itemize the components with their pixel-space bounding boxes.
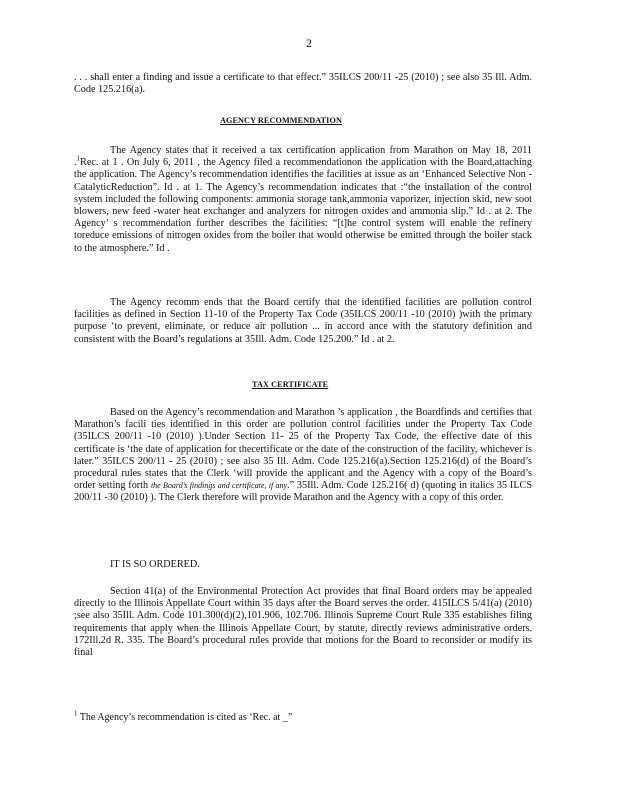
page-number: 2 <box>306 36 312 50</box>
heading-tax-certificate: TAX CERTIFICATE <box>252 380 329 389</box>
para-intro: . . . shall enter a finding and issue a certificate to that effect.” 35ILCS 200/11 -25 (2010) ; see also 35 Ill. Adm. Code 125.216(a). <box>74 72 532 96</box>
footnote <box>74 709 293 724</box>
para-tax-text-a: Based on the Agency’s recommendation and Marathon ’s application , the Boardfinds and certifies that Marathon’s facili ties identified in this order are pollution control facilities under the Property Tax Code (35ILCS 200/11 -10 (2010) ).Under Section 11- 25 of the Property Tax Code, the effective date of this certificate is ‘the date of application for thecertificate or the date of the construction of the facility, whichever is later.” 35ILCS 200/11 - 25 (2010) ; see also 35 Ill. Adm. Code 125.216(a).Section 125.216(d) of the Board’s procedural rules states that the Clerk ‘will provide the applicant and the Agency with a copy of the Board’s order setting forth <box>74 407 532 492</box>
heading-agency-recommendation: AGENCY RECOMMENDATION <box>220 116 342 125</box>
para-tax-text-b: .” 35Ill. Adm. Code 125.216( d) (quoting in italics 35 ILCS 200/11 -30 (2010) ). The Clerk therefore will provide Marathon and the Agency with a copy of this order. <box>74 480 533 504</box>
footnote-marker: 1 <box>76 154 81 163</box>
para-tax-certificate <box>74 407 532 505</box>
para-agency-1-text-a: The Agency states that it received a tax certification application from Marathon on May 18, 2011 . <box>74 145 532 169</box>
para-agency-recommendation-2: The Agency recomm ends that the Board certify that the identified facilities are pollution control facilities as defined in Section 11-10 of the Property Tax Code (35ILCS 200/11 -10 (2010) )with the primary purpose ‘to prevent, eliminate, or reduce air pollution ... in accord ance with the statutory definition and consistent with the Board’s regulations at 35Ill. Adm. Code 125.200.” Id . at 2. <box>74 297 532 345</box>
ordered-line: IT IS SO ORDERED. <box>110 559 200 570</box>
para-agency-recommendation-1 <box>74 145 532 255</box>
footnote-text: The Agency’s recommendation is cited as ‘Rec. at _” <box>79 712 293 723</box>
footnote-number: 1 <box>74 709 78 718</box>
para-section-41: Section 41(a) of the Environmental Protection Act provides that final Board orders may be appealed directly to the Illinois Appellate Court within 35 days after the Board serves the order. 415ILCS 5/41(a) (2010) ;see also 35Ill. Adm. Code 101.300(d)(2),101.906, 102.706. Illinois Supreme Court Rule 335 establishes filing requirements that apply when the Illinois Appellate Court, by statute, directly reviews administrative orders. 172Ill.2d R. 335. The Board’s procedural rules provide that motions for the Board to reconsider or modify its final <box>74 586 532 659</box>
para-tax-italic-quote: the Board’s findings and certificate, if any <box>150 481 288 491</box>
para-agency-1-text-b: Rec. at 1 . On July 6, 2011 , the Agency filed a recommendationon the application with the Board,attaching the application. The Agency’s recommendation identifies the facilities at issue as an ‘Enhanced Selective Non - CatalyticReduction”. Id . at 1. The Agency’s recommendation indicates that :“the installation of the control system included the following components: ammonia storage tank,ammonia vaporizer, injection skid, new soot blowers, new feed -water heat exchanger and analyzers for nitrogen oxides and ammonia slip.” Id . at 2. The Agency’ s recommendation further describes the facilities: “[t]he control system will enable the refinery toreduce emissions of nitrogen oxides from the boiler that would otherwise be emitted through the boiler stack to the atmosphere.” Id . <box>74 157 532 254</box>
